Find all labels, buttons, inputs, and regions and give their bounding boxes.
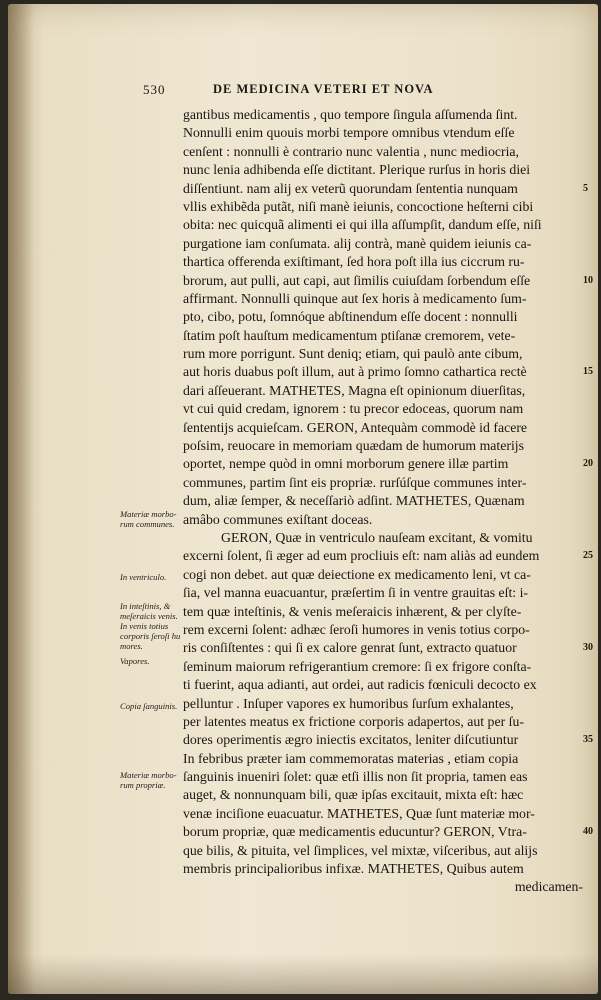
text-line	[183, 603, 583, 621]
side-note-line: In inteſtinis, &	[120, 601, 171, 611]
text-line	[183, 235, 583, 253]
text-line-content: ris conſiſtentes : qui ſi ex calore genrat ſunt, extracto quatuor	[183, 640, 517, 656]
text-line-content: dores operimentis ægro iniectis excitatos, leniter diſcutiuntur	[183, 732, 519, 748]
text-line-content: purgatione iam conſumata. alij contrà, manè quidem ieiunis ca-	[183, 235, 532, 251]
text-line-content: vllis exhibẽda putãt, niſi manè ieiunis, concoctione heſterni cibi	[183, 198, 534, 214]
text-line-content: rem excerni ſolent: adhæc ſeroſi humores in venis totius corpo-	[183, 621, 530, 637]
text-line	[183, 382, 583, 400]
text-line	[183, 290, 583, 308]
side-note-line: mores.	[120, 641, 143, 651]
text-line	[183, 327, 583, 345]
running-title: DE MEDICINA VETERI ET NOVA	[213, 82, 434, 96]
text-line	[183, 124, 583, 142]
text-line	[183, 474, 583, 492]
side-note-line: Copia ſanguinis.	[120, 701, 178, 711]
side-note-in-intestinis	[120, 601, 192, 651]
text-line-content: communes, partim ſint eis propriæ. rurſúſque communes inter-	[183, 474, 527, 490]
page-bottom-shadow	[8, 954, 598, 994]
text-line-content: auget, & nonnunquam bili, quæ ipſas excitauit, mixta eſt: hæc	[183, 787, 524, 803]
text-line	[183, 547, 593, 565]
text-line-content: medicamen-	[514, 879, 583, 895]
side-note-line: Materiæ morbo-	[120, 770, 177, 780]
side-note-line: corporis ſeroſi hu	[120, 631, 181, 641]
text-line	[183, 455, 593, 473]
text-line-content: cenſent : nonnulli è contrario nunc valentia , nunc mediocria,	[183, 143, 519, 159]
text-line-content: nunc lenia adhibenda eſſe dictitant. Plerique rurſus in horis diei	[183, 162, 531, 178]
side-note-copia-sanguinis	[120, 701, 192, 711]
text-line-content: obita: nec quicquã alimenti ei qui illa aſſumpſit, dandum eſſe, niſi	[183, 217, 542, 233]
text-line-content: GERON, Quæ in ventriculo nauſeam excitant, & vomitu	[221, 529, 533, 545]
side-note-line: rum propriæ.	[120, 780, 166, 790]
body-text	[183, 106, 593, 897]
text-line-content: amâbo communes exiſtant doceas.	[183, 511, 373, 527]
text-line	[183, 511, 583, 529]
text-line	[183, 161, 583, 179]
text-line-content: venæ inciſione euacuatur. MATHETES, Quæ ſunt materiæ mor-	[183, 805, 535, 821]
text-line	[183, 143, 583, 161]
text-line-content: affirmant. Nonnulli quinque aut ſex horis à medicamento ſum-	[183, 290, 527, 306]
side-note-line: Materiæ morbo-	[120, 509, 177, 519]
text-line	[183, 180, 588, 198]
line-number: 30	[583, 642, 593, 654]
text-line-content: vt cui quid credam, ignorem : tu precor edoceas, quorum nam	[183, 401, 524, 417]
text-line	[183, 842, 583, 860]
text-line	[183, 106, 583, 124]
text-line	[183, 437, 583, 455]
side-note-line: In ventriculo.	[120, 572, 167, 582]
text-line	[183, 363, 593, 381]
text-line-content: ſia, vel manna euacuantur, præſertim ſi in ventre grauitas eſt: i-	[183, 585, 529, 601]
text-line	[183, 823, 593, 841]
text-line	[183, 676, 583, 694]
text-line	[183, 345, 583, 363]
text-line-content: ſeminum maiorum refrigerantium cremore: ſi ex frigore conſta-	[183, 658, 532, 674]
line-number: 5	[583, 182, 588, 194]
text-line-content: diſſentiunt. nam alij ex veterũ quorundam ſententia nunquam	[183, 180, 518, 196]
line-number: 35	[583, 734, 593, 746]
text-line-content: brorum, aut pulli, aut capi, aut ſimilis cuiuſdam ſorbendum eſſe	[183, 272, 531, 288]
text-line	[183, 713, 583, 731]
text-line-content: aut horis duabus poſt illum, aut à primo ſomno cathartica rectè	[183, 364, 527, 380]
side-note-vapores	[120, 656, 192, 666]
text-line	[183, 400, 583, 418]
line-number: 15	[583, 366, 593, 378]
text-line-content: per latentes meatus ex frictione corporis adapertos, aut per ſu-	[183, 713, 524, 729]
text-line	[183, 492, 583, 510]
text-line	[183, 786, 583, 804]
running-header	[8, 82, 598, 102]
text-line-content: ſtatim poſt hauſtum medicamentum ptiſanæ cremorem, vete-	[183, 327, 516, 343]
text-line	[183, 750, 583, 768]
side-note-line: rum communes.	[120, 519, 175, 529]
line-number: 25	[583, 550, 593, 562]
side-note-line: meſeraicis venis.	[120, 611, 178, 621]
text-line-content: borum propriæ, quæ medicamentis educuntur? GERON, Vtra-	[183, 824, 527, 840]
text-line	[183, 805, 583, 823]
side-note-materiae-communes	[120, 509, 192, 529]
text-line-content: excerni ſolent, ſi æger ad eum procliuis eſt: nam aliàs ad eundem	[183, 548, 540, 564]
text-line-content: pto, cibo, potu, ſomnóque abſtinendum eſſe docent : nonnulli	[183, 309, 518, 325]
text-line	[183, 198, 583, 216]
text-line	[183, 584, 583, 602]
text-line-content: membris principalioribus infixæ. MATHETES, Quibus autem	[183, 861, 524, 877]
side-note-line: Vapores.	[120, 656, 150, 666]
text-line-content: Nonnulli enim quouis morbi tempore omnibus vtendum eſſe	[183, 125, 515, 141]
text-line-content: poſsim, reuocare in memoriam quædam de humorum materijs	[183, 438, 525, 454]
text-line-content: tem quæ inteſtinis, & venis meſeraicis inhærent, & per clyſte-	[183, 603, 522, 619]
text-line	[183, 216, 583, 234]
text-line-content: dum, aliæ ſemper, & neceſſariò adſint. MATHETES, Quænam	[183, 493, 525, 509]
side-note-line: In venis totius	[120, 621, 169, 631]
text-line	[183, 621, 583, 639]
line-number: 10	[583, 274, 593, 286]
side-note-in-ventriculo	[120, 572, 192, 582]
text-line	[183, 731, 593, 749]
line-number: 20	[583, 458, 593, 470]
text-line	[183, 308, 583, 326]
page-gutter-shadow	[8, 4, 34, 994]
page-number: 530	[143, 82, 166, 97]
text-line-content: cogi non debet. aut quæ deiectione ex medicamento leni, vt ca-	[183, 566, 531, 582]
text-line	[183, 878, 583, 896]
text-line	[183, 253, 583, 271]
text-line-content: rum more porrigunt. Sunt deniq; etiam, qui paulò ante cibum,	[183, 346, 523, 362]
book-page	[8, 4, 598, 994]
text-line	[183, 639, 593, 657]
text-line	[183, 658, 583, 676]
side-note-materiae-propriae	[120, 770, 192, 790]
text-line	[183, 695, 583, 713]
text-line-content: ti fuerint, aqua adianti, aut ordei, aut radicis fœniculi decocto ex	[183, 677, 537, 693]
text-line-content: gantibus medicamentis , quo tempore ſingula aſſumenda ſint.	[183, 107, 518, 122]
text-line	[183, 860, 583, 878]
text-line-content: ſanguinis inueniri ſolet: quæ etſi illis non ſit propria, tamen eas	[183, 769, 528, 785]
text-line-content: pelluntur . Inſuper vapores ex humoribus ſurſum exhalantes,	[183, 695, 514, 711]
text-line-content: thartica offerenda exiſtimant, ſed hora poſt illa ius ciccrum ru-	[183, 254, 525, 270]
text-line-content: oportet, nempe quòd in omni morborum genere illæ partim	[183, 456, 509, 472]
line-number: 40	[583, 826, 593, 838]
text-line	[183, 272, 593, 290]
text-line-content: In febribus præter iam commemoratas materias , etiam copia	[183, 750, 519, 766]
text-line-content: ſententijs acquieſcam. GERON, Antequàm commodè id facere	[183, 419, 528, 435]
text-line	[183, 566, 583, 584]
text-line	[183, 529, 583, 547]
text-line-content: que bilis, & pituita, vel ſimplices, vel mixtæ, viſceribus, aut alijs	[183, 842, 538, 858]
text-line-content: dari aſſeuerant. MATHETES, Magna eſt opinionum diuerſitas,	[183, 382, 526, 398]
text-line	[183, 768, 583, 786]
text-line	[183, 419, 583, 437]
